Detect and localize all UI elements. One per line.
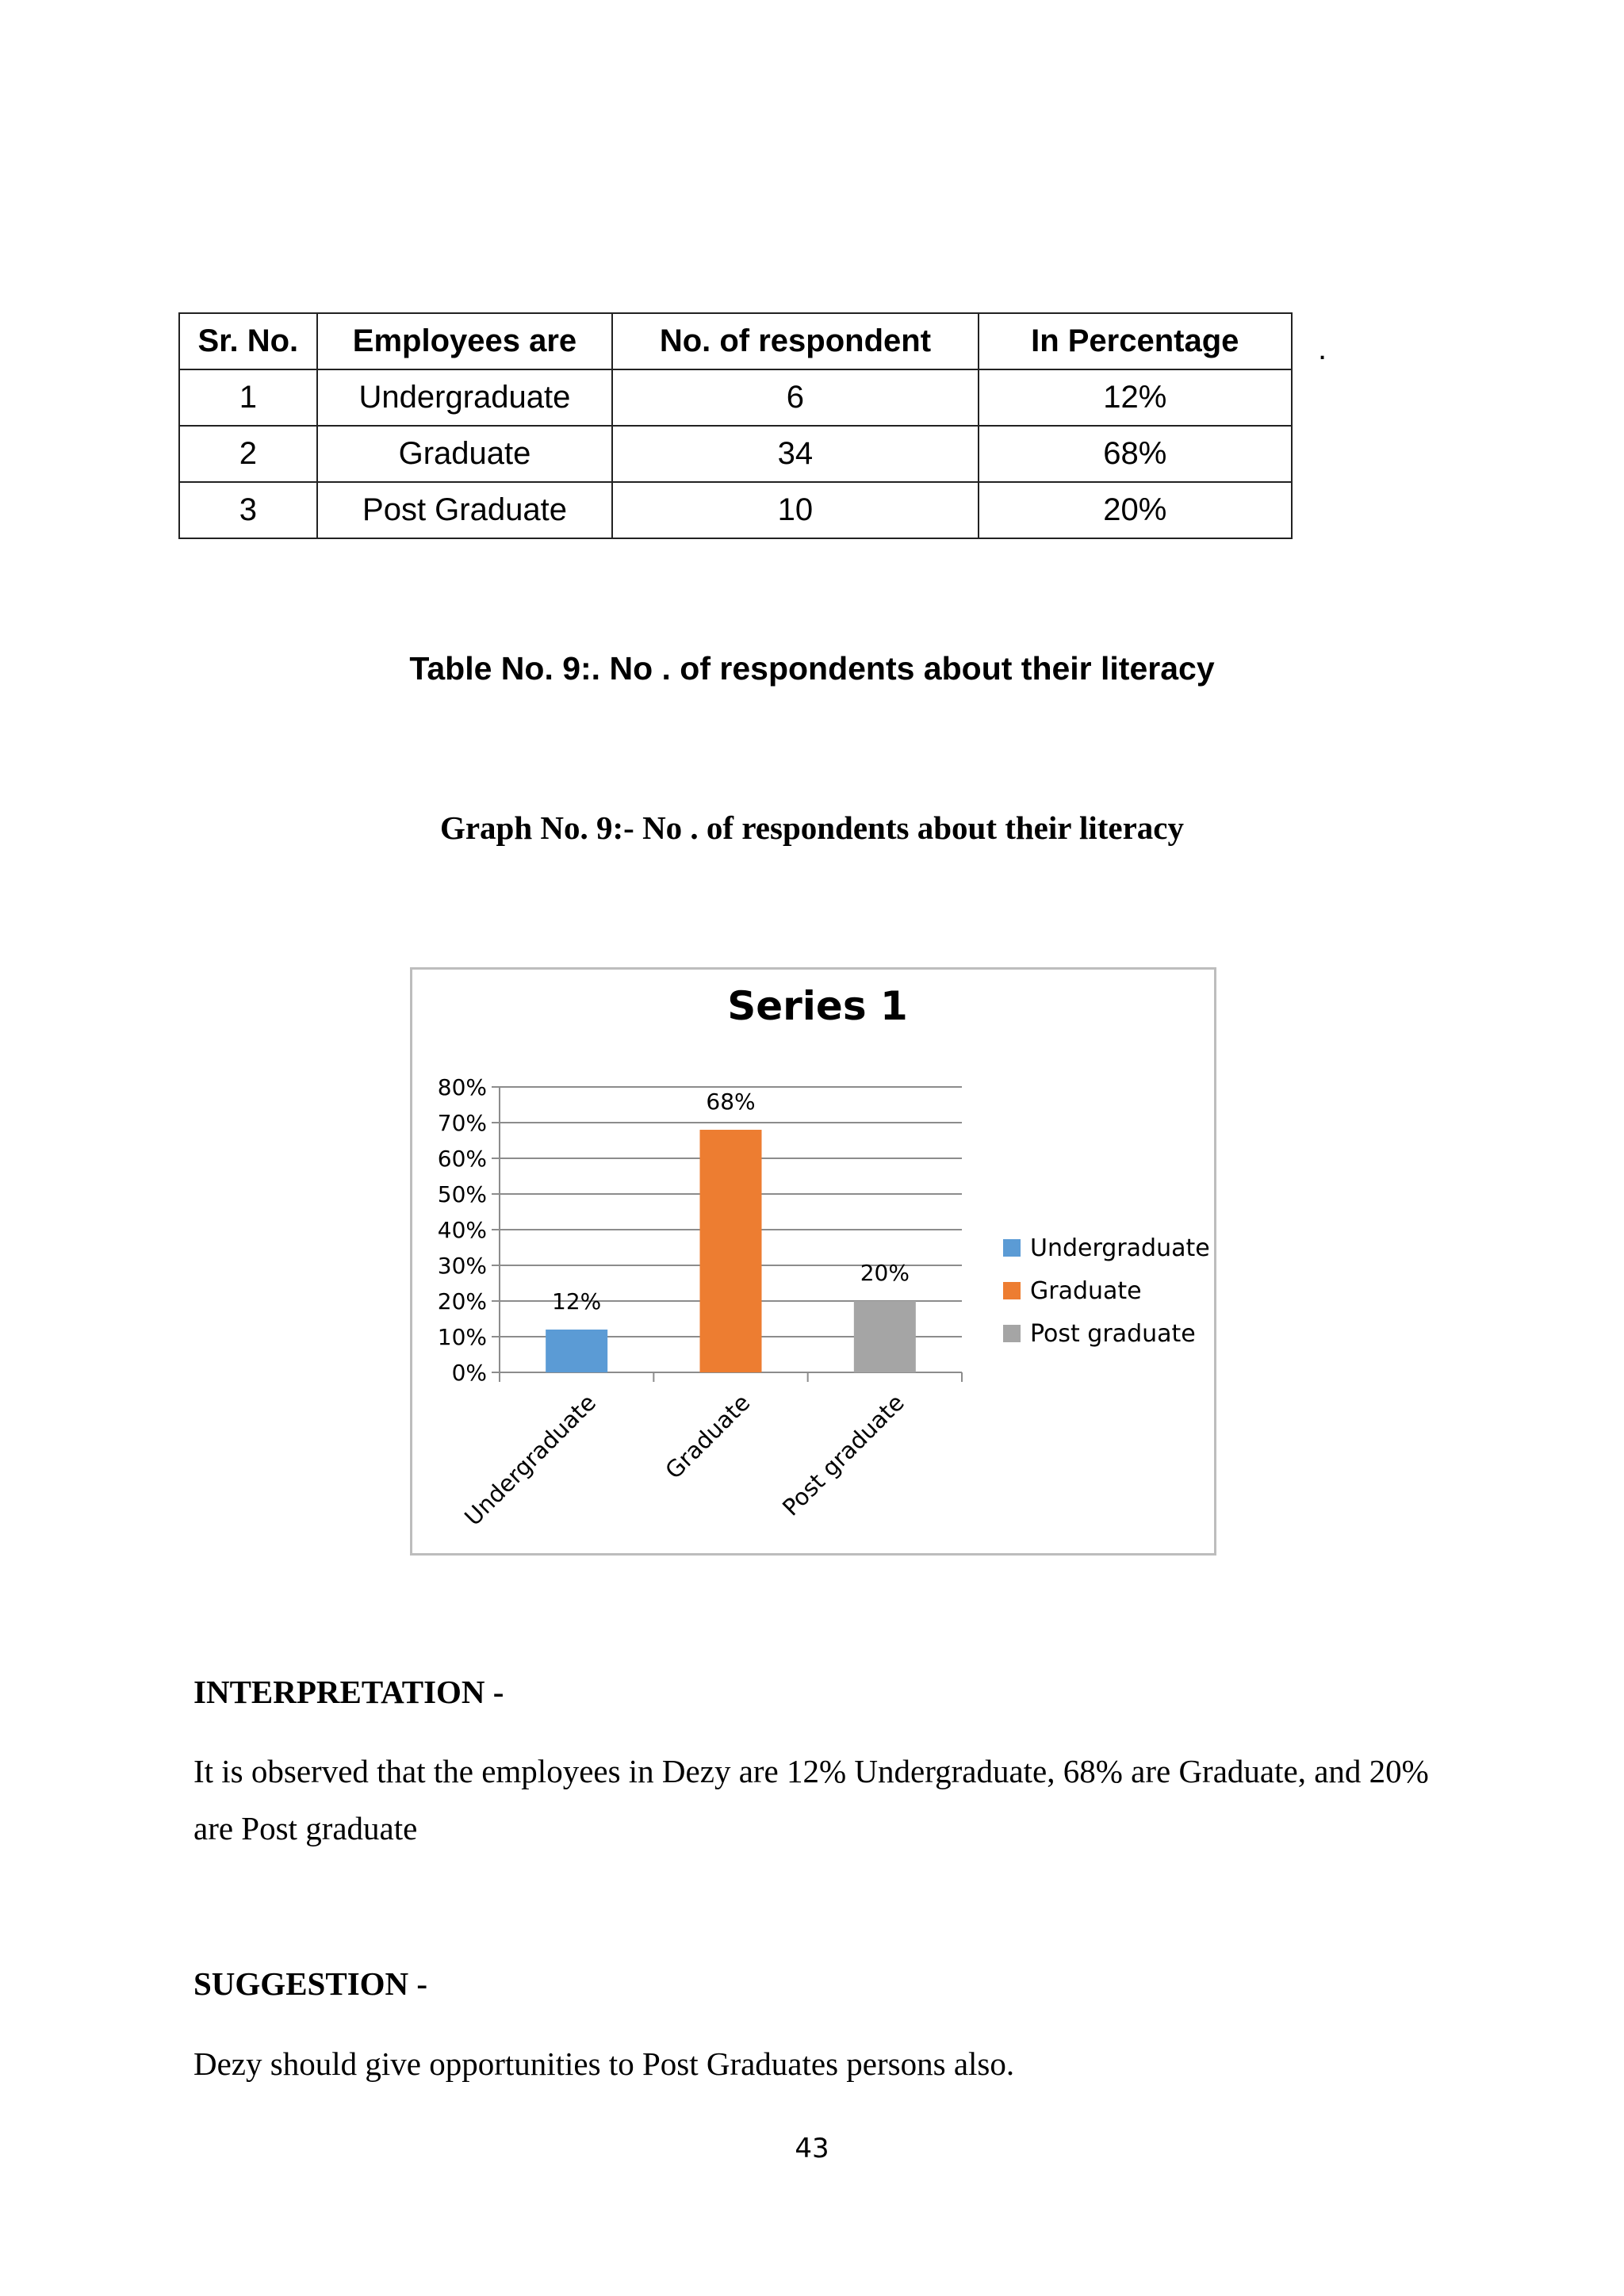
legend-swatch: [1003, 1239, 1021, 1257]
table-cell: 3: [179, 482, 317, 538]
x-tick-label: Graduate: [660, 1388, 756, 1485]
table-cell: Graduate: [317, 426, 613, 482]
y-tick-label: 60%: [437, 1146, 487, 1172]
header-in-percentage: In Percentage: [979, 313, 1292, 369]
y-tick-label: 70%: [437, 1110, 487, 1136]
table-cell: 20%: [979, 482, 1292, 538]
table-cell: 34: [612, 426, 978, 482]
table-cell: 10: [612, 482, 978, 538]
table-cell: 6: [612, 369, 978, 426]
table-row: [179, 482, 1292, 538]
table-cell: 12%: [979, 369, 1292, 426]
interpretation-line-1: It is observed that the employees in Dezy are 12% Undergraduate, 68% are Graduate, and 20%: [193, 1753, 1429, 1789]
table-cell: 68%: [979, 426, 1292, 482]
y-tick-label: 10%: [437, 1324, 487, 1350]
header-no-of-respondent: No. of respondent: [612, 313, 978, 369]
bar-undergraduate: [546, 1330, 607, 1372]
legend-swatch: [1003, 1282, 1021, 1299]
table-row: [179, 369, 1292, 426]
bar-graduate: [700, 1130, 762, 1372]
y-tick-label: 50%: [437, 1181, 487, 1207]
suggestion-text: Dezy should give opportunities to Post Graduates persons also.: [193, 2045, 1015, 2082]
legend-label: Graduate: [1030, 1277, 1142, 1305]
bar-chart: [410, 967, 1216, 1556]
legend-label: Post graduate: [1030, 1320, 1196, 1348]
y-tick-label: 30%: [437, 1253, 487, 1279]
legend-swatch: [1003, 1325, 1021, 1342]
data-label: 12%: [552, 1288, 602, 1314]
header-employees-are: Employees are: [317, 313, 613, 369]
interpretation-line-2: are Post graduate: [193, 1810, 418, 1846]
table-row: [179, 426, 1292, 482]
legend-label: Undergraduate: [1030, 1234, 1210, 1262]
y-tick-label: 80%: [437, 1074, 487, 1100]
table-cell: 2: [179, 426, 317, 482]
suggestion-heading: SUGGESTION -: [193, 1965, 428, 2002]
chart-title: Series 1: [727, 983, 908, 1029]
table-cell: 1: [179, 369, 317, 426]
table-header-row: [179, 313, 1292, 369]
trailing-dot: .: [1318, 331, 1327, 366]
table-caption: Table No. 9:. No . of respondents about their literacy: [409, 650, 1215, 687]
data-label: 68%: [706, 1089, 756, 1115]
graph-caption: Graph No. 9:- No . of respondents about their literacy: [439, 809, 1185, 846]
header-sr-no: Sr. No.: [179, 313, 317, 369]
data-label: 20%: [860, 1260, 910, 1286]
x-tick-label: Post graduate: [777, 1388, 910, 1521]
x-tick-label: Undergraduate: [459, 1388, 602, 1531]
table-cell: Post Graduate: [317, 482, 613, 538]
table-cell: Undergraduate: [317, 369, 613, 426]
y-tick-label: 0%: [451, 1360, 487, 1386]
bar-post-graduate: [854, 1301, 916, 1372]
y-tick-label: 20%: [437, 1288, 487, 1314]
y-tick-label: 40%: [437, 1217, 487, 1243]
page-number: 43: [795, 2133, 829, 2164]
literacy-table: [178, 312, 1293, 539]
chart-svg: [412, 970, 1219, 1558]
interpretation-heading: INTERPRETATION -: [193, 1674, 504, 1710]
